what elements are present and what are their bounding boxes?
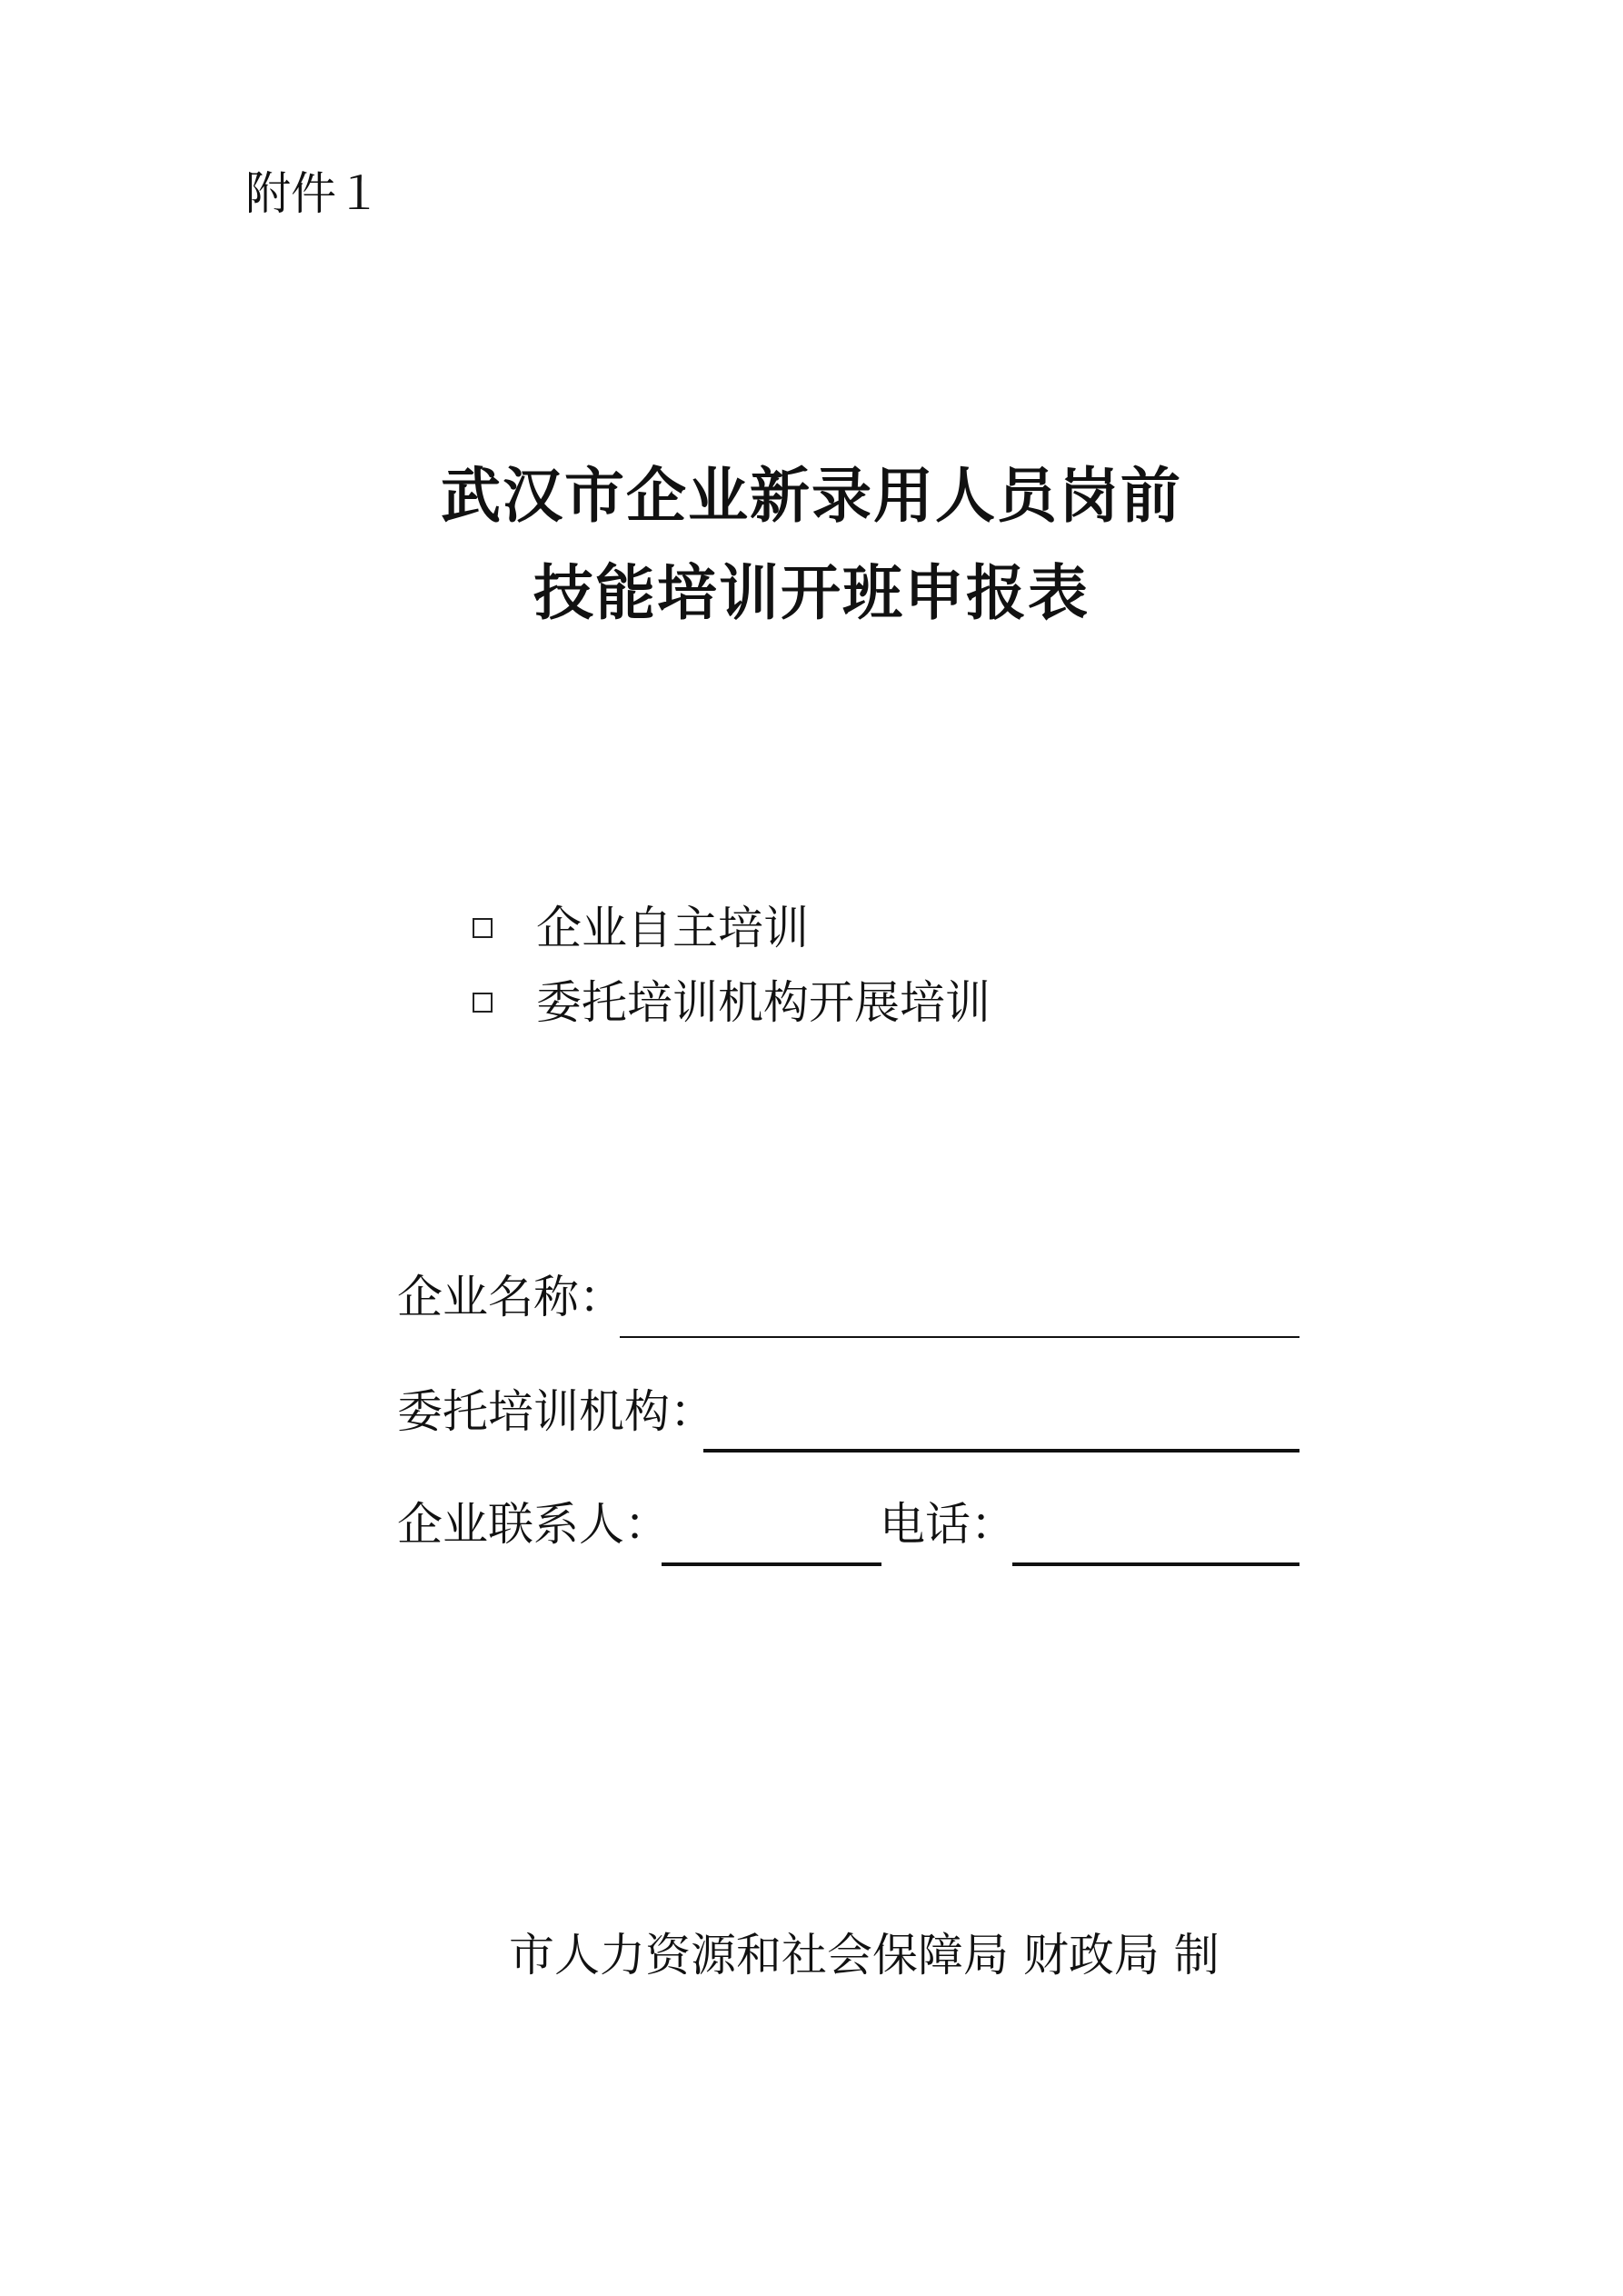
attachment-label: 附件１ <box>245 167 382 220</box>
checkbox-self-training[interactable] <box>473 918 493 938</box>
phone-label: 电话： <box>880 1498 1016 1551</box>
contact-label: 企业联系人： <box>397 1498 670 1551</box>
company-name-field[interactable] <box>620 1336 1299 1338</box>
training-option-self[interactable] <box>473 900 809 956</box>
form-title-line-2: 技能培训开班申报表 <box>533 557 1090 628</box>
contact-field[interactable] <box>662 1562 881 1566</box>
issuer-footer: 市人力资源和社会保障局 财政局 制 <box>509 1929 1220 1982</box>
form-title-line-1: 武汉市企业新录用人员岗前 <box>441 460 1182 531</box>
training-org-field[interactable] <box>703 1449 1299 1452</box>
company-name-label: 企业名称： <box>397 1271 624 1323</box>
phone-field[interactable] <box>1012 1562 1299 1566</box>
option-label-self-training: 企业自主培训 <box>536 902 809 954</box>
option-label-entrusted-training: 委托培训机构开展培训 <box>536 976 991 1029</box>
training-org-label: 委托培训机构： <box>397 1385 715 1438</box>
training-option-entrusted[interactable] <box>473 974 991 1031</box>
checkbox-entrusted-training[interactable] <box>473 993 493 1013</box>
